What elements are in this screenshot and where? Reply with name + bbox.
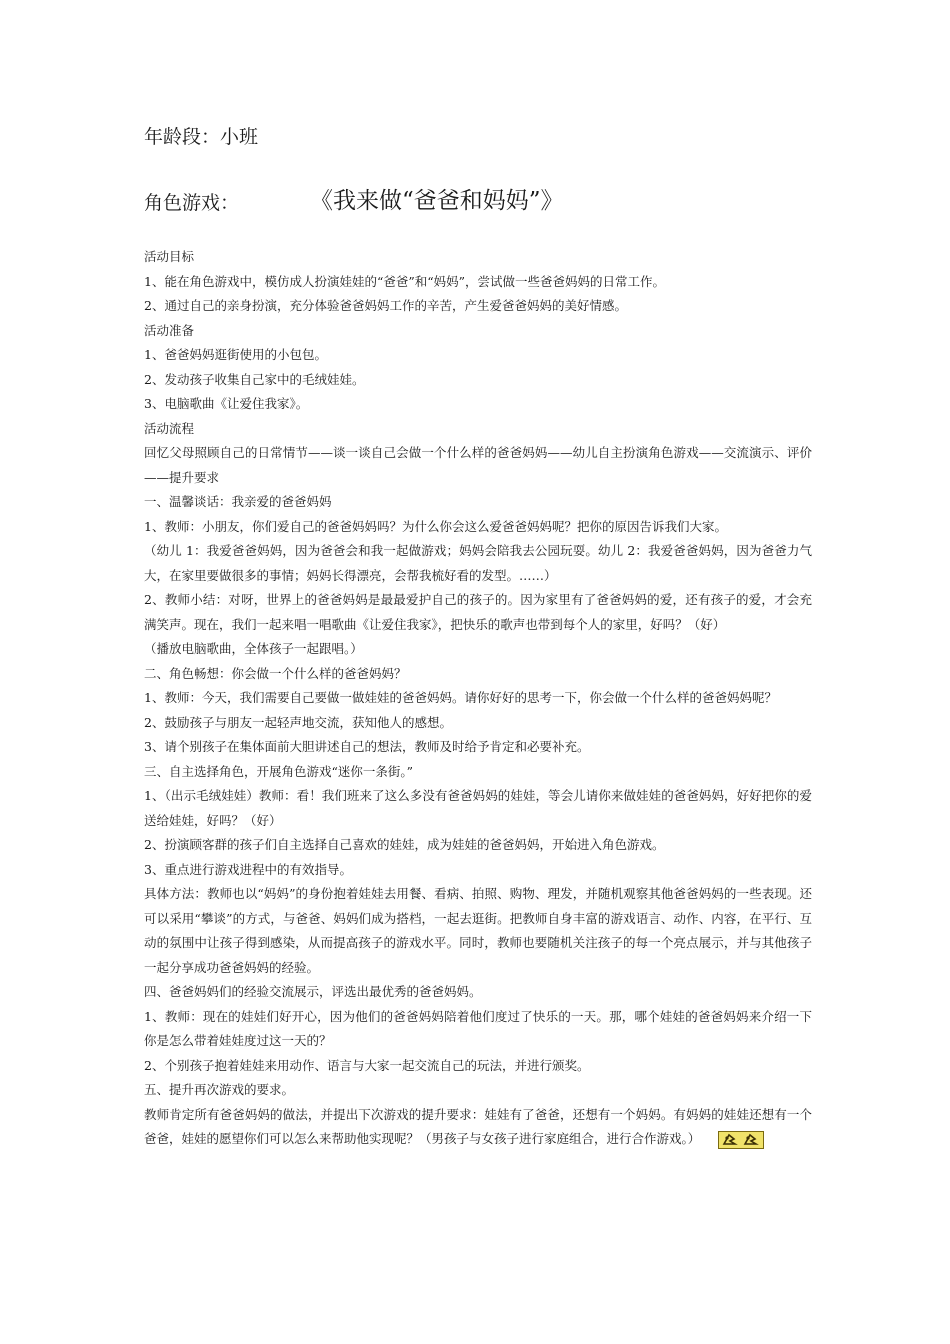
document-body — [144, 245, 812, 1152]
paragraph: 2、发动孩子收集自己家中的毛绒娃娃。 — [144, 371, 365, 387]
paragraph: 3、请个别孩子在集体面前大胆讲述自己的想法，教师及时给予肯定和必要补充。 — [144, 739, 590, 754]
paragraph: 2、个别孩子抱着娃娃来用动作、语言与大家一起交流自己的玩法，并进行颁奖。 — [144, 1057, 590, 1073]
section-heading: 三、自主选择角色，开展角色游戏“迷你一条街。” — [144, 763, 414, 779]
paragraph: 教师肯定所有爸爸妈妈的做法，并提出下次游戏的提升要求：娃娃有了爸爸，还想有一个妈妈。有妈妈的娃娃还想有一个爸爸，娃娃的愿望你们可以怎么来帮助他实现呢？（男孩子与女孩子进行家庭组合，进行合作游戏。） — [144, 1106, 812, 1146]
title-label: 角色游戏： — [144, 192, 240, 214]
age-group-line: 年龄段：小班 — [144, 126, 259, 148]
section-heading: 四、爸爸妈妈们的经验交流展示，评选出最优秀的爸爸妈妈。 — [144, 984, 482, 999]
paragraph: 3、重点进行游戏进程中的有效指导。 — [144, 861, 352, 877]
paragraph: 1、（出示毛绒娃娃）教师：看！我们班来了这么多没有爸爸妈妈的娃娃，等会儿请你来做娃娃的爸爸妈妈，好好把你的爱送给娃娃，好吗？（好） — [144, 788, 812, 828]
section-heading: 一、温馨谈话：我亲爱的爸爸妈妈 — [144, 494, 332, 509]
paragraph: （播放电脑歌曲，全体孩子一起跟唱。） — [144, 641, 363, 656]
paragraph: 1、教师：今天，我们需要自己要做一做娃娃的爸爸妈妈。请你好好的思考一下，你会做一个什么样的爸爸妈妈呢？ — [144, 690, 777, 705]
paragraph: 2、扮演顾客群的孩子们自主选择自己喜欢的娃娃，成为娃娃的爸爸妈妈，开始进入角色游戏。 — [144, 837, 665, 852]
paragraph: 2、鼓励孩子与朋友一起轻声地交流，获知他人的感想。 — [144, 714, 452, 730]
paragraph: 1、能在角色游戏中，模仿成人扮演娃娃的“爸爸”和“妈妈”，尝试做一些爸爸妈妈的日常工作。 — [144, 273, 666, 289]
page-title: 《我来做“爸爸和妈妈”》 — [310, 188, 564, 214]
final-paragraph — [144, 1103, 812, 1152]
paragraph: 3、电脑歌曲《让爱住我家》。 — [144, 396, 309, 411]
paragraph: 2、通过自己的亲身扮演，充分体验爸爸妈妈工作的辛苦，产生爱爸爸妈妈的美好情感。 — [144, 298, 627, 313]
paragraph: 1、教师：现在的娃娃们好开心，因为他们的爸爸妈妈陪着他们度过了快乐的一天。那，哪个娃娃的爸爸妈妈来介绍一下你是怎么带着娃娃度过这一天的？ — [144, 1008, 812, 1048]
section-heading: 五、提升再次游戏的要求。 — [144, 1082, 295, 1097]
decorative-stamp-icon — [718, 1131, 764, 1149]
paragraph: 具体方法：教师也以“妈妈”的身份抱着娃娃去用餐、看病、拍照、购物、理发，并随机观察其他爸爸妈妈的一些表现。还可以采用“攀谈”的方式，与爸爸、妈妈们成为搭档，一起去逛街。把教师自身丰富的游戏语言、动作、内容，在平行、互动的氛围中让孩子得到感染，从而提高孩子的游戏水平。同时，教师也要随机关注孩子的每一个亮点展示，并与其他孩子一起分享成功爸爸妈妈的经验。 — [144, 886, 812, 975]
paragraph: 1、爸爸妈妈逛街使用的小包包。 — [144, 347, 327, 362]
paragraph: 回忆父母照顾自己的日常情节——谈一谈自己会做一个什么样的爸爸妈妈——幼儿自主扮演角色游戏——交流演示、评价——提升要求 — [144, 445, 812, 485]
section-heading: 活动流程 — [144, 420, 195, 436]
paragraph: 2、教师小结：对呀，世界上的爸爸妈妈是最最爱护自己的孩子的。因为家里有了爸爸妈妈的爱，还有孩子的爱，才会充满笑声。现在，我们一起来唱一唱歌曲《让爱住我家》，把快乐的歌声也带到每个人的家里，好吗？（好） — [144, 592, 812, 632]
paragraph: 1、教师：小朋友，你们爱自己的爸爸妈妈吗？为什么你会这么爱爸爸妈妈呢？把你的原因告诉我们大家。 — [144, 518, 727, 534]
section-heading: 二、角色畅想：你会做一个什么样的爸爸妈妈？ — [144, 665, 407, 681]
section-heading: 活动目标 — [144, 249, 195, 264]
stamp-glyph-icon — [742, 1133, 760, 1146]
section-heading: 活动准备 — [144, 322, 195, 338]
paragraph: （幼儿 1：我爱爸爸妈妈，因为爸爸会和我一起做游戏；妈妈会陪我去公园玩耍。幼儿 2：我爱爸爸妈妈，因为爸爸力气大，在家里要做很多的事情；妈妈长得漂亮，会帮我梳好看的发型。……） — [144, 543, 812, 583]
stamp-glyph-icon — [721, 1133, 739, 1146]
